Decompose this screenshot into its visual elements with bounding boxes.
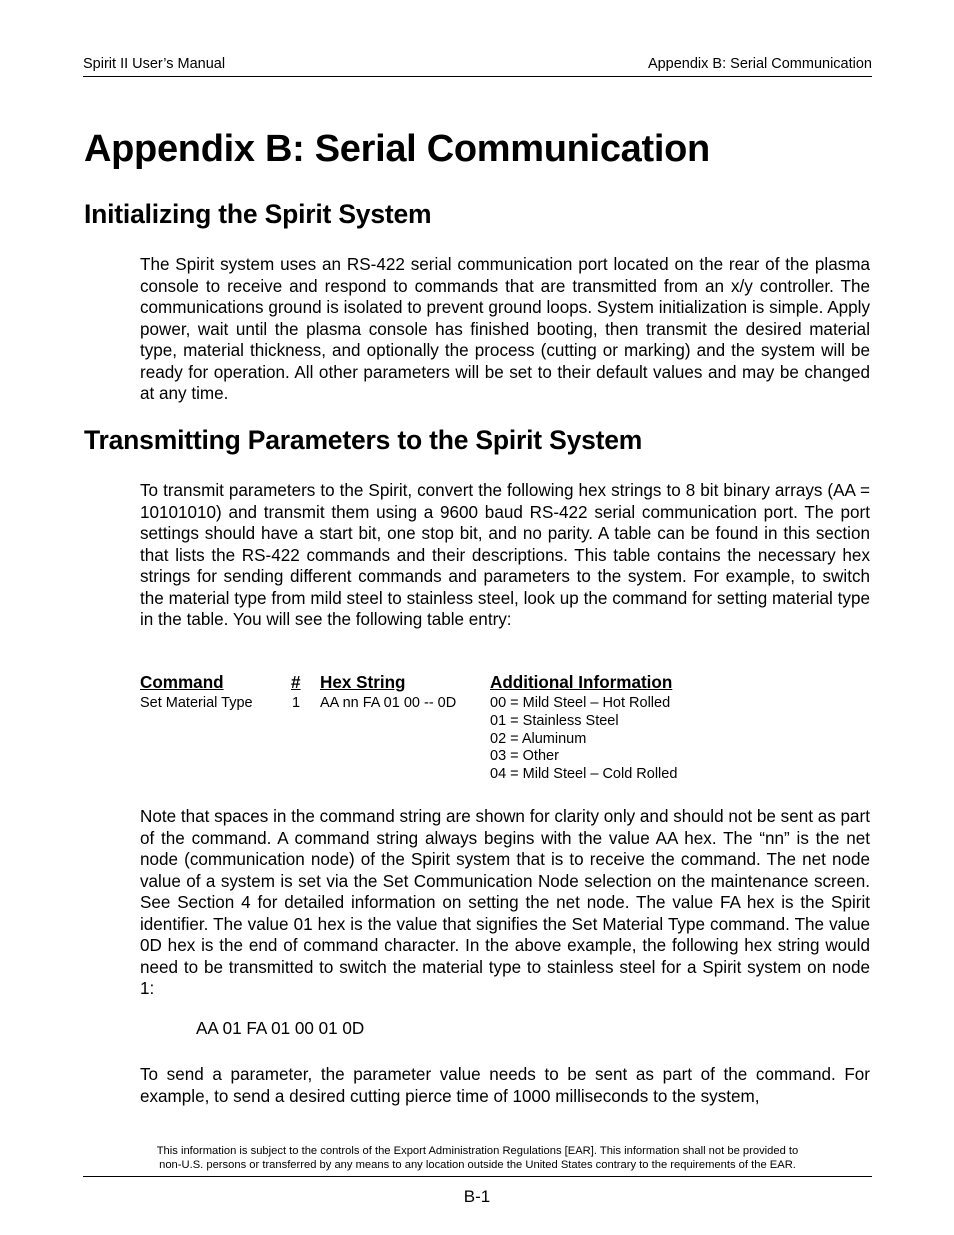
table-cell-hex: AA nn FA 01 00 -- 0D <box>320 695 457 711</box>
info-line: 04 = Mild Steel – Cold Rolled <box>490 766 678 783</box>
table-cell-command: Set Material Type <box>140 695 253 711</box>
table-header-command: Command <box>140 673 224 692</box>
section-heading-transmitting: Transmitting Parameters to the Spirit System <box>84 425 643 455</box>
page-number: B-1 <box>463 1187 491 1206</box>
header-manual-title: Spirit II User’s Manual <box>83 56 226 72</box>
paragraph-note: Note that spaces in the command string are shown for clarity only and should not be sent as part of the command. A command string always begins with the value AA hex. The “nn” is the net node (communication node) of the Spirit system that is to receive the command. The net node value of a system is set via the Set Communication Node selection on the maintenance screen. See Section 4 for detailed information on setting the net node. The value FA hex is the Spirit identifier. The value 01 hex is the value that signifies the Set Material Type command. The value 0D hex is the end of command character. In the above example, the following hex string would need to be transmitted to switch the material type to stainless steel for a Spirit system on node 1: <box>140 807 870 998</box>
page-title: Appendix B: Serial Communication <box>84 128 710 170</box>
header-section-title: Appendix B: Serial Communication <box>647 56 872 72</box>
table-cell-info <box>490 695 677 784</box>
info-line: 01 = Stainless Steel <box>490 712 619 729</box>
running-header <box>83 56 872 77</box>
table-header-hex: Hex String <box>320 673 406 692</box>
info-line: 00 = Mild Steel – Hot Rolled <box>490 695 671 711</box>
info-line: 02 = Aluminum <box>490 730 587 747</box>
export-notice-line-1: This information is subject to the controls of the Export Administration Regulations [EAR]. This information shall not be provided to <box>156 1145 799 1157</box>
paragraph-transmitting: To transmit parameters to the Spirit, convert the following hex strings to 8 bit binary arrays (AA = 10101010) and transmit them using a 9600 baud RS-422 serial communication port. The port settings should have a start bit, one stop bit, and no parity. A table can be found in this section that lists the RS-422 commands and their descriptions. This table contains the necessary hex strings for sending different commands and parameters to the system. For example, to switch the material type from mild steel to stainless steel, look up the command for setting material type in the table. You will see the following table entry: <box>140 481 870 629</box>
info-line: 03 = Other <box>490 748 559 765</box>
paragraph-initializing: The Spirit system uses an RS-422 serial communication port located on the rear of the plasma console to receive and respond to commands that are transmitted from an x/y controller. The communications ground is isolated to prevent ground loops. System initialization is simple. Apply power, wait until the plasma console has finished booting, then transmit the desired material type, material thickness, and optionally the process (cutting or marking) and the system will be ready for operation. All other parameters will be set to their default values and may be changed at any time. <box>140 255 870 403</box>
table-cell-number: 1 <box>292 695 301 711</box>
export-notice <box>83 1144 872 1177</box>
section-heading-initializing: Initializing the Spirit System <box>84 199 432 229</box>
table-header-info: Additional Information <box>490 673 673 692</box>
hex-string-example: AA 01 FA 01 00 01 0D <box>196 1019 365 1038</box>
table-header-number: # <box>291 673 301 692</box>
export-notice-line-2: non-U.S. persons or transferred by any means to any location outside the United States contrary to the requirements of the EAR. <box>159 1159 796 1171</box>
paragraph-send-parameter: To send a parameter, the parameter value needs to be sent as part of the command. For example, to send a desired cutting pierce time of 1000 milliseconds to the system, <box>140 1065 870 1106</box>
